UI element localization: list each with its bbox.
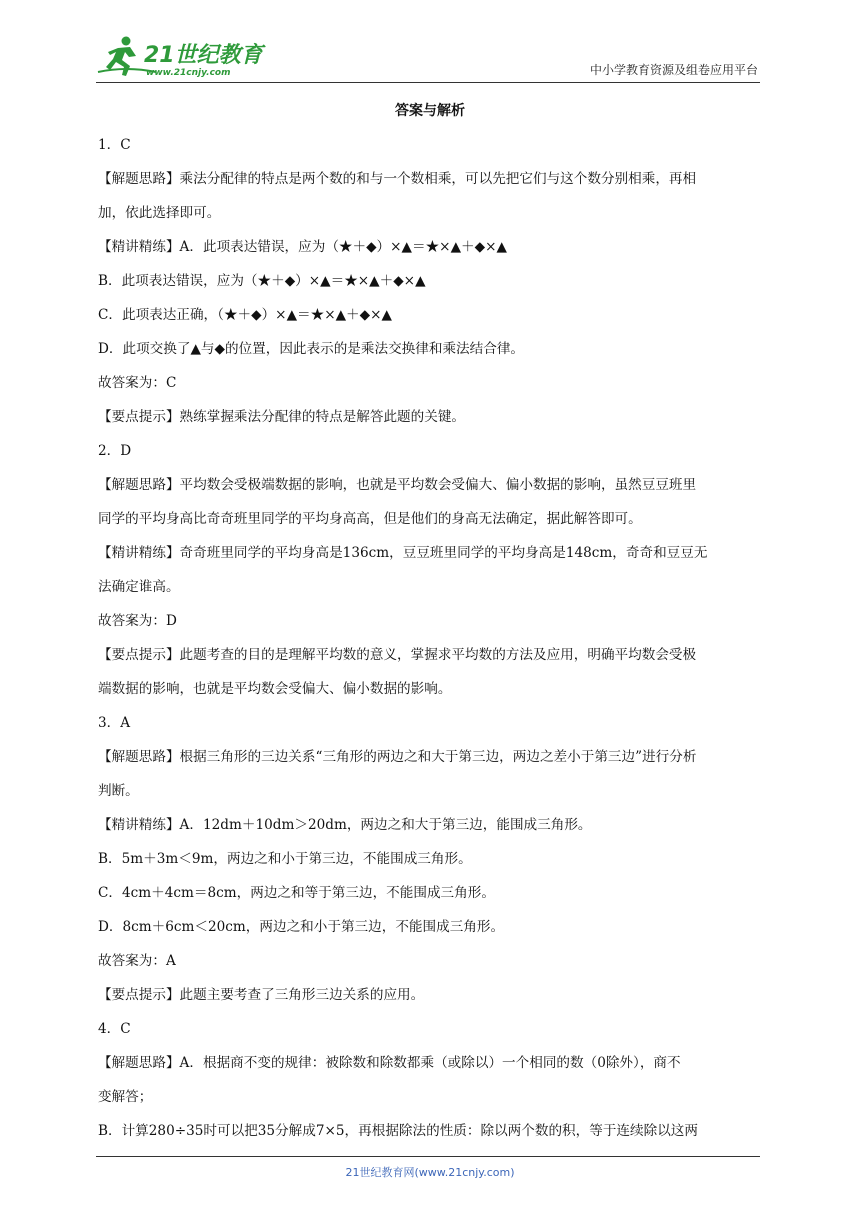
text-line: B．5m＋3m＜9m，两边之和小于第三边，不能围成三角形。 (98, 851, 472, 867)
text-line: 4．C (98, 1021, 131, 1037)
text-line: 【解题思路】根据三角形的三边关系“三角形的两边之和大于第三边，两边之差小于第三边”进行分析 (98, 749, 697, 765)
page-title: 答案与解析 (395, 103, 465, 119)
text-line: 【精讲精练】奇奇班里同学的平均身高是136cm，豆豆班里同学的平均身高是148cm，奇奇和豆豆无 (98, 545, 708, 561)
logo-url: www.21cnjy.com (146, 68, 231, 78)
text-line: C．4cm＋4cm＝8cm，两边之和等于第三边，不能围成三角形。 (98, 885, 495, 901)
text-line: 加，依此选择即可。 (98, 205, 221, 221)
page-header (96, 32, 760, 83)
text-line: 1．C (98, 137, 131, 153)
text-line: 故答案为：A (98, 953, 176, 969)
text-line: C．此项表达正确，（★＋◆）×▲＝★×▲＋◆×▲ (98, 307, 392, 323)
page-footer: 21世纪教育网(www.21cnjy.com) (345, 1166, 515, 1179)
text-line: D．此项交换了▲与◆的位置，因此表示的是乘法交换律和乘法结合律。 (98, 341, 525, 357)
logo-text: 21世纪教育 (144, 43, 263, 68)
text-line: 【精讲精练】A．此项表达错误，应为（★＋◆）×▲＝★×▲＋◆×▲ (98, 239, 507, 255)
platform-name: 中小学教育资源及组卷应用平台 (589, 63, 758, 77)
text-line: 【精讲精练】A．12dm＋10dm＞20dm，两边之和大于第三边，能围成三角形。 (98, 817, 592, 833)
text-line: 【要点提示】熟练掌握乘法分配律的特点是解答此题的关键。 (98, 409, 466, 425)
text-line: D．8cm＋6cm＜20cm，两边之和小于第三边，不能围成三角形。 (98, 919, 505, 935)
text-line: 【要点提示】此题主要考查了三角形三边关系的应用。 (98, 987, 425, 1003)
text-line: B．计算280÷35时可以把35分解成7×5，再根据除法的性质：除以两个数的积，等于连续除以这两 (98, 1123, 698, 1139)
text-line: 端数据的影响，也就是平均数会受偏大、偏小数据的影响。 (98, 681, 452, 697)
text-line: 【解题思路】平均数会受极端数据的影响，也就是平均数会受偏大、偏小数据的影响，虽然豆豆班里 (98, 477, 697, 493)
footer-divider (96, 1156, 760, 1157)
text-line: 故答案为：D (98, 613, 177, 629)
text-line: 判断。 (98, 783, 139, 799)
text-line: 故答案为：C (98, 375, 177, 391)
text-line: 【解题思路】A．根据商不变的规律：被除数和除数都乘（或除以）一个相同的数（0除外），商不 (98, 1055, 681, 1071)
text-line: 3．A (98, 715, 131, 731)
text-line: 同学的平均身高比奇奇班里同学的平均身高高，但是他们的身高无法确定，据此解答即可。 (98, 511, 642, 527)
text-line: 变解答； (98, 1089, 153, 1105)
answer-content (98, 128, 762, 1148)
text-line: 【要点提示】此题考查的目的是理解平均数的意义，掌握求平均数的方法及应用，明确平均数会受极 (98, 647, 697, 663)
text-line: 【解题思路】乘法分配律的特点是两个数的和与一个数相乘，可以先把它们与这个数分别相乘，再相 (98, 171, 697, 187)
text-line: 2．D (98, 443, 132, 459)
logo (96, 32, 266, 80)
text-line: 法确定谁高。 (98, 579, 180, 595)
text-line: B．此项表达错误，应为（★＋◆）×▲＝★×▲＋◆×▲ (98, 273, 426, 289)
